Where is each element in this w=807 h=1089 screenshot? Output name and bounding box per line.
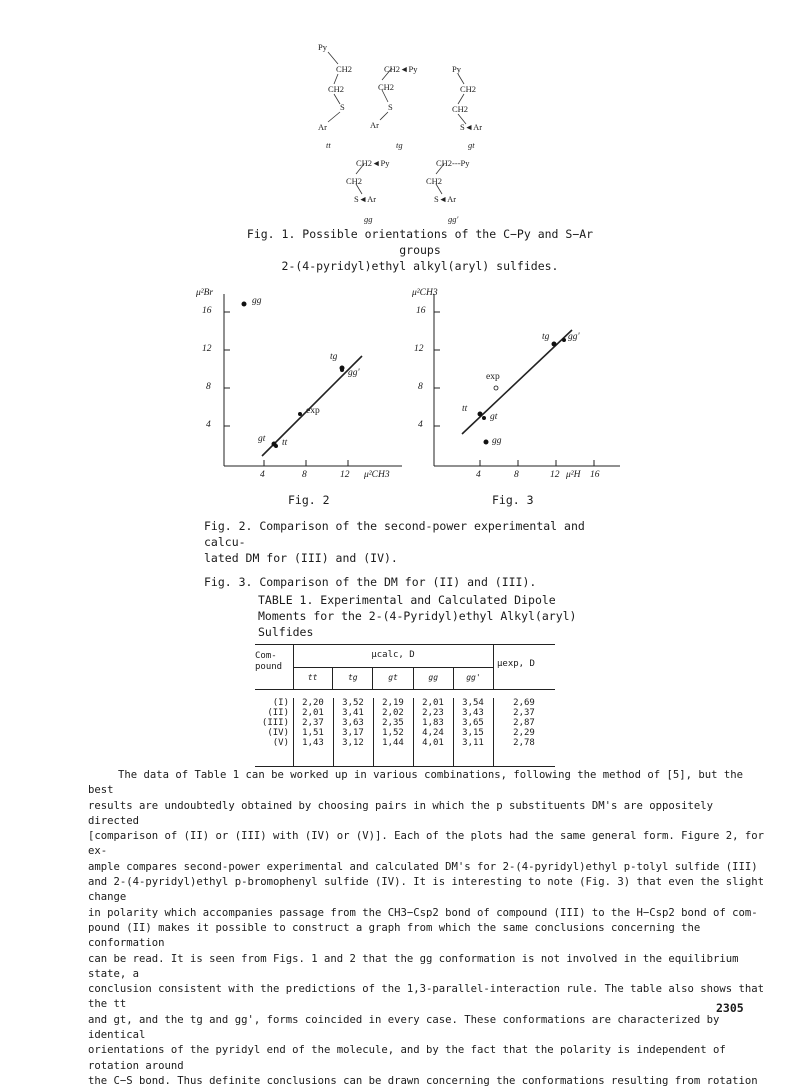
struct-gt-label: gt — [468, 140, 475, 150]
fig3-ytick-16: 16 — [416, 306, 426, 316]
fig3-point-gg — [484, 440, 489, 445]
struct-gt-py: Py — [452, 64, 461, 74]
table-cell: 3,54 — [462, 698, 484, 708]
table-row — [255, 698, 555, 708]
figure-3 — [400, 288, 630, 507]
body-line: and 2-(4-pyridyl)ethyl p-bromophenyl sulfide (IV). It is interesting to note (Fig. 3) that even the slight change — [88, 876, 765, 904]
body-line: results are undoubtedly obtained by choosing pairs in which the p substituents DM's are oppositely directed — [88, 799, 714, 827]
struct-gg-prime-label: gg' — [448, 214, 459, 224]
table-cell: 2,01 — [422, 698, 444, 708]
fig3-xtick-4: 4 — [476, 470, 481, 480]
body-line: and gt, and the tg and gg', forms coincided in every case. These conformations are characterized by identical — [88, 1013, 720, 1042]
figure-2-plot — [192, 288, 412, 488]
table-cell: 2,29 — [513, 728, 535, 738]
table-1-subheads — [293, 667, 493, 689]
fig3-ytick-4: 4 — [418, 420, 423, 430]
fig3-label-tg: tg — [542, 332, 550, 342]
table-cell: (III) — [261, 718, 289, 728]
table-cell: 2,37 — [302, 718, 324, 728]
table-cell: 1,52 — [382, 728, 404, 738]
table-1-head-compound: Com- pound — [255, 651, 283, 672]
body-line: The data of Table 1 can be worked up in various combinations, following the method of [5], but the best — [88, 769, 744, 797]
fig3-point-gg-prime — [562, 338, 566, 342]
table-1-title — [258, 592, 618, 640]
table-row — [255, 738, 555, 748]
fig2-label-gg-prime: gg' — [348, 368, 360, 378]
fig2-point-gg — [242, 302, 247, 307]
fig3-label: Fig. 3 — [492, 493, 534, 507]
fig3-xtick-16: 16 — [590, 470, 600, 480]
body-line: in polarity which accompanies passage from the CH3−Csp2 bond of compound (III) to the H−Csp2 bond of com- — [88, 906, 758, 919]
table-cell: 1,43 — [302, 738, 324, 748]
table-1-head-calc: μcalc, D — [293, 645, 493, 668]
fig2-ytick-4: 4 — [206, 420, 211, 430]
fig3-ylabel: μ²CH3 — [412, 288, 438, 298]
table-cell: 3,65 — [462, 718, 484, 728]
fig3-label-tt: tt — [462, 404, 468, 414]
fig3-point-tg — [552, 342, 557, 347]
body-line: pound (II) makes it possible to construct a graph from which the same conclusions concerning the conformation — [88, 921, 701, 950]
fig3-label-gg-prime: gg' — [568, 332, 580, 342]
body-text — [88, 768, 768, 1089]
body-line: orientations of the pyridyl end of the molecule, and by the fact that the polarity is independent of rotation around — [88, 1044, 726, 1072]
fig2-ytick-8: 8 — [206, 382, 211, 392]
body-line: ample compares second-power experimental and calculated DM's for 2-(4-pyridyl)ethyl p-tolyl sulfide (III) — [88, 860, 758, 873]
fig3-xlabel: μ²H — [566, 470, 581, 480]
figure-2 — [192, 288, 412, 507]
struct-tt-s: S — [340, 102, 345, 112]
fig2-label-gg: gg — [252, 296, 262, 306]
struct-tg-label: tg — [396, 140, 403, 150]
fig2-xtick-8: 8 — [302, 470, 307, 480]
struct-gg-prime-ch2: CH2 — [426, 176, 443, 186]
table-cell: 3,11 — [462, 738, 484, 748]
fig2-point-tt — [274, 444, 278, 448]
struct-tg-ch2py: CH2◄Py — [384, 64, 418, 74]
table-cell: 2,01 — [302, 708, 324, 718]
fig2-ytick-12: 12 — [202, 344, 212, 354]
struct-gg-prime-ch2py: CH2---Py — [436, 158, 470, 168]
fig3-ytick-8: 8 — [418, 382, 423, 392]
page-number: 2305 — [716, 1001, 744, 1015]
table-cell: 2,19 — [382, 698, 404, 708]
struct-gg-prime-sar: S◄Ar — [434, 194, 457, 204]
struct-tg-ar: Ar — [370, 120, 379, 130]
table-1-body — [255, 698, 555, 768]
struct-gg-label: gg — [364, 214, 373, 224]
struct-tt-label: tt — [326, 140, 331, 150]
fig2-xtick-4: 4 — [260, 470, 265, 480]
struct-tt-ar: Ar — [318, 122, 327, 132]
struct-gg-ch2py: CH2◄Py — [356, 158, 390, 168]
table-1-title-line3: Sulfides — [258, 625, 314, 639]
figure-1 — [300, 40, 540, 230]
table-1-title-line1: TABLE 1. Experimental and Calculated Dipole — [258, 593, 556, 607]
struct-tg-ch2: CH2 — [378, 82, 395, 92]
fig2-xlabel: μ²CH3 — [364, 470, 390, 480]
table-cell: 3,43 — [462, 708, 484, 718]
table-cell: 2,37 — [513, 708, 535, 718]
struct-gt-ch2a: CH2 — [460, 84, 477, 94]
table-cell: 1,83 — [422, 718, 444, 728]
table-cell: 2,69 — [513, 698, 535, 708]
table-cell: 1,51 — [302, 728, 324, 738]
table-cell: (V) — [272, 738, 289, 748]
fig3-xtick-8: 8 — [514, 470, 519, 480]
fig2-ytick-16: 16 — [202, 306, 212, 316]
table-cell: 2,20 — [302, 698, 324, 708]
struct-gt-sar: S◄Ar — [460, 122, 483, 132]
struct-tg-s: S — [388, 102, 393, 112]
struct-gt-ch2b: CH2 — [452, 104, 469, 114]
table-row — [255, 708, 555, 718]
figure-1-caption-line2: 2-(4-pyridyl)ethyl alkyl(aryl) sulfides. — [281, 259, 559, 273]
fig2-label: Fig. 2 — [288, 493, 330, 507]
table-1-subhead-gg-prime: gg' — [466, 673, 481, 682]
table-1-subhead-tt: tt — [293, 667, 333, 689]
fig3-label-gg: gg — [492, 436, 502, 446]
table-1-subhead-gg: gg — [414, 667, 454, 689]
table-cell: (IV) — [267, 728, 289, 738]
body-line: conclusion consistent with the predictions of the 1,3-parallel-interaction rule. The table also shows that the tt — [88, 983, 765, 1011]
figures-2-3-captions — [204, 518, 624, 590]
table-cell: 3,52 — [342, 698, 364, 708]
fig3-point-exp — [494, 386, 498, 390]
fig3-xtick-12: 12 — [550, 470, 560, 480]
fig2-xtick-12: 12 — [340, 470, 350, 480]
fig2-label-gt: gt — [258, 434, 266, 444]
table-row — [255, 718, 555, 728]
fig3-point-tt — [478, 412, 483, 417]
fig2-label-tg: tg — [330, 352, 338, 362]
fig2-caption-line1: Fig. 2. Comparison of the second-power experimental and calcu- — [204, 519, 585, 549]
figure-1-caption-line1: Fig. 1. Possible orientations of the C−Py and S−Ar groups — [246, 227, 594, 257]
fig3-caption: Fig. 3. Comparison of the DM for (II) and (III). — [204, 575, 537, 589]
struct-gg-sar: S◄Ar — [354, 194, 377, 204]
table-cell: 2,87 — [513, 718, 535, 728]
fig3-label-exp: exp — [486, 372, 500, 382]
table-cell: 2,23 — [422, 708, 444, 718]
figure-1-caption — [230, 226, 610, 274]
fig2-point-exp — [298, 412, 302, 416]
table-cell: (II) — [267, 708, 289, 718]
figure-3-plot — [400, 288, 630, 488]
table-cell: 4,24 — [422, 728, 444, 738]
table-cell: 1,44 — [382, 738, 404, 748]
table-1-header — [255, 644, 555, 690]
fig2-ylabel: μ²Br — [196, 288, 214, 298]
table-cell: 3,15 — [462, 728, 484, 738]
body-line: [comparison of (II) or (III) with (IV) or (V)]. Each of the plots had the same general form. Figure 2, for ex- — [88, 830, 765, 858]
table-cell: 3,63 — [342, 718, 364, 728]
table-1-head-exp: μexp, D — [497, 659, 535, 669]
table-1-data — [255, 698, 555, 748]
table-row — [255, 728, 555, 738]
body-line: the C−S bond. Thus definite conclusions can be drawn concerning the conformations resulting from rotation — [88, 1074, 758, 1087]
table-cell: 2,78 — [513, 738, 535, 748]
fig2-caption-line2: lated DM for (III) and (IV). — [204, 551, 398, 565]
table-cell: 2,35 — [382, 718, 404, 728]
fig3-point-gt — [482, 416, 486, 420]
struct-gg-ch2: CH2 — [346, 176, 363, 186]
struct-tt-ch2a: CH2 — [336, 64, 353, 74]
table-1-title-line2: Moments for the 2-(4-Pyridyl)ethyl Alkyl(aryl) — [258, 609, 577, 623]
fig3-label-gt: gt — [490, 412, 498, 422]
table-cell: 2,02 — [382, 708, 404, 718]
table-cell: 3,12 — [342, 738, 364, 748]
table-1-subhead-tg: tg — [333, 667, 373, 689]
table-1-subhead-gt: gt — [373, 667, 413, 689]
fig3-ytick-12: 12 — [414, 344, 424, 354]
table-cell: 3,41 — [342, 708, 364, 718]
struct-tt-py: Py — [318, 42, 327, 52]
body-line: can be read. It is seen from Figs. 1 and 2 that the gg conformation is not involved in the equilibrium state, a — [88, 952, 739, 980]
table-1 — [255, 644, 555, 767]
table-cell: 3,17 — [342, 728, 364, 738]
fig2-point-gg-prime — [340, 368, 344, 372]
struct-tt-ch2b: CH2 — [328, 84, 345, 94]
fig2-label-tt: tt — [282, 438, 288, 448]
table-cell: (I) — [272, 698, 289, 708]
table-cell: 4,01 — [422, 738, 444, 748]
fig2-label-exp: exp — [306, 406, 320, 416]
